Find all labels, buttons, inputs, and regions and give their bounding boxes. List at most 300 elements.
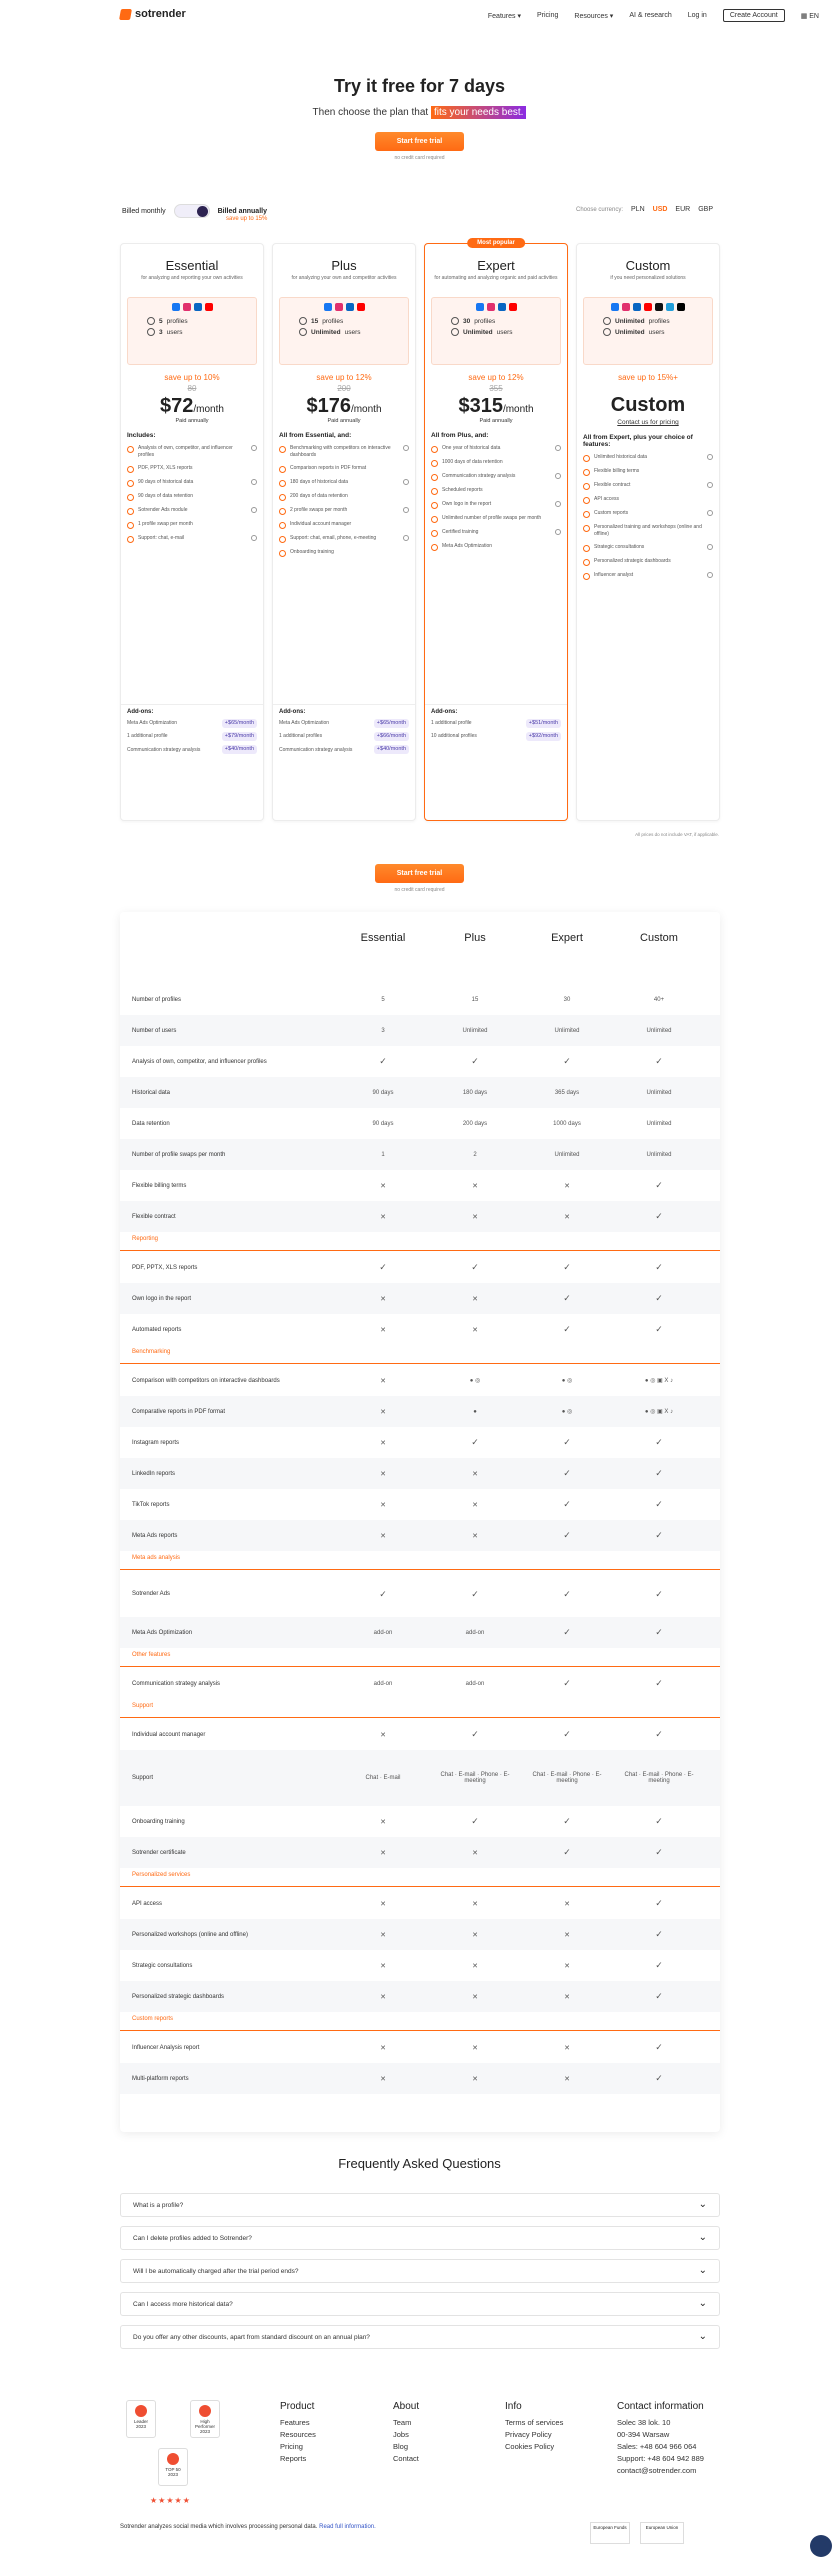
row-label: Individual account manager [132, 1731, 206, 1738]
users-limit [147, 328, 251, 336]
cell-value: Unlimited [646, 1151, 672, 1158]
cell-value: ● ◎ [561, 1409, 573, 1415]
privacy-link[interactable]: Read full information. [319, 2524, 376, 2530]
check-icon: ✓ [563, 1293, 571, 1303]
nav-pricing[interactable]: Pricing [536, 12, 559, 19]
currency-pln[interactable]: PLN [631, 206, 645, 213]
faq-item[interactable] [120, 2325, 720, 2349]
cross-icon: ✕ [380, 2075, 386, 2083]
billed-monthly-label[interactable]: Billed monthly [122, 207, 166, 215]
check-icon: ✓ [655, 2073, 663, 2083]
telegram-icon [666, 303, 674, 311]
plan-limits-box [583, 297, 713, 365]
row-label: TikTok reports [132, 1501, 170, 1508]
section-divider [120, 1666, 720, 1667]
feature-text: Comparison reports in PDF format [290, 464, 367, 471]
check-icon [279, 536, 286, 543]
facebook-icon [611, 303, 619, 311]
hero-subtitle: Then choose the plan that fits your needs best. [0, 107, 839, 118]
row-label: Communication strategy analysis [132, 1680, 221, 1687]
check-icon: ✓ [655, 1816, 663, 1826]
row-label: Own logo in the report [132, 1295, 192, 1302]
feature-text: Own logo in the report [442, 501, 492, 507]
check-icon [583, 497, 590, 504]
footer-link[interactable]: Blog [393, 2442, 409, 2451]
plan-description: for analyzing your own and competitor activities [291, 275, 397, 281]
cross-icon: ✕ [380, 1818, 386, 1826]
instagram-icon [335, 303, 343, 311]
feature-text: Influencer analyst [594, 571, 634, 578]
row-label: Comparison with competitors on interactive dashboards [132, 1377, 280, 1384]
comparison-header [120, 932, 720, 962]
col-essential: Essential [360, 932, 406, 944]
profiles-count: 5 [159, 317, 163, 325]
check-icon: ✓ [563, 1468, 571, 1478]
cell-value: 3 [381, 1027, 385, 1034]
row-label: Onboarding training [132, 1818, 185, 1825]
cross-icon: ✕ [380, 1532, 386, 1540]
row-label: Number of profiles [132, 996, 182, 1003]
plan-name: Essential [165, 258, 219, 273]
feature-item [127, 445, 257, 459]
cell-value: 90 days [372, 1089, 394, 1096]
cross-icon: ✕ [380, 1377, 386, 1385]
check-icon: ✓ [655, 1499, 663, 1509]
award-badges [126, 2400, 226, 2510]
feature-text: Onboarding training [290, 548, 334, 555]
g2-icon [199, 2405, 211, 2417]
plan-description: for analyzing and reporting your own activities [141, 275, 243, 281]
plan-description: for automating and analyzing organic and paid activities [434, 275, 558, 281]
currency-eur[interactable]: EUR [675, 206, 691, 213]
feature-item [431, 501, 561, 509]
plan-savings: save up to 10% [164, 373, 220, 382]
footer-link[interactable]: Resources [280, 2430, 316, 2439]
row-label: API access [132, 1900, 163, 1907]
table-row [120, 1108, 720, 1139]
info-icon[interactable] [707, 510, 713, 516]
users-count: Unlimited [463, 328, 493, 336]
cell-value: 2 [473, 1151, 477, 1158]
info-icon[interactable] [251, 507, 257, 513]
feature-item [279, 479, 409, 487]
cell-value: Chat · E-mail · Phone · E-meeting [532, 1772, 602, 1784]
cell-value: 30 [563, 996, 571, 1003]
plan-name: Plus [331, 258, 357, 273]
faq-item[interactable] [120, 2259, 720, 2283]
info-icon[interactable] [555, 529, 561, 535]
info-icon[interactable] [403, 479, 409, 485]
cross-icon: ✕ [380, 2044, 386, 2052]
check-icon [431, 530, 438, 537]
table-row [120, 1750, 720, 1806]
cross-icon: ✕ [472, 1849, 478, 1857]
feature-text: Sotrender Ads module [138, 506, 188, 513]
cell-value: Chat · E-mail · Phone · E-meeting [624, 1772, 694, 1784]
cross-icon: ✕ [472, 1532, 478, 1540]
check-icon [431, 446, 438, 453]
table-row [120, 2063, 720, 2094]
check-icon: ✓ [563, 1324, 571, 1334]
nav-resources[interactable]: Resources ▾ [574, 12, 614, 20]
section-divider [120, 1363, 720, 1364]
table-row [120, 1077, 720, 1108]
cell-value: ● ◎ ▣ X ♪ [644, 1378, 674, 1384]
instagram-icon [622, 303, 630, 311]
feature-item [431, 459, 561, 467]
check-icon [127, 494, 134, 501]
youtube-icon [357, 303, 365, 311]
chevron-down-icon: ⌄ [698, 2199, 707, 2210]
users-icon [299, 328, 307, 336]
currency-gbp[interactable]: GBP [698, 206, 713, 213]
check-icon: ✓ [655, 1627, 663, 1637]
cross-icon: ✕ [380, 1470, 386, 1478]
pricing-plans [120, 240, 720, 821]
check-icon: ✓ [471, 1262, 479, 1272]
addon-name: 1 additional profile [127, 733, 168, 740]
info-icon[interactable] [403, 445, 409, 451]
privacy-note: Sotrender analyzes social media which involves processing personal data. Read full information. [120, 2524, 376, 2530]
cross-icon: ✕ [380, 1993, 386, 2001]
old-price: 200 [337, 384, 351, 393]
addon-item [431, 719, 561, 728]
profiles-icon [603, 317, 611, 325]
info-icon[interactable] [251, 479, 257, 485]
cross-icon: ✕ [472, 1962, 478, 1970]
table-row [120, 1806, 720, 1837]
feature-item [127, 507, 257, 515]
footer-link[interactable]: Team [393, 2418, 412, 2427]
users-count: 3 [159, 328, 163, 336]
feature-text: Unlimited number of profile swaps per month [442, 515, 542, 521]
footer-link: 00-394 Warsaw [617, 2430, 670, 2439]
includes-title: All from Expert, plus your choice of features: [583, 434, 693, 448]
check-icon: ✓ [563, 1627, 571, 1637]
includes-title: Includes: [127, 432, 156, 439]
youtube-icon [644, 303, 652, 311]
addon-name: Communication strategy analysis [279, 746, 353, 753]
facebook-icon [324, 303, 332, 311]
rating-stars: ★★★★★ [150, 2496, 191, 2505]
feature-text: 1000 days of data retention [442, 459, 503, 465]
cross-icon: ✕ [564, 1900, 570, 1908]
profiles-icon [451, 317, 459, 325]
info-icon[interactable] [555, 445, 561, 451]
create-account-button[interactable]: Create Account [723, 9, 785, 22]
users-icon [603, 328, 611, 336]
table-row [120, 1283, 720, 1314]
cross-icon: ✕ [472, 1182, 478, 1190]
plan-savings: save up to 12% [468, 373, 524, 382]
billed-annually-label[interactable]: Billed annually [217, 207, 267, 215]
feature-item [431, 473, 561, 481]
feature-text: Communication strategy analysis [442, 473, 516, 479]
check-icon [583, 545, 590, 552]
check-icon [127, 466, 134, 473]
check-icon [583, 525, 590, 532]
addon-item [279, 732, 409, 741]
cross-icon: ✕ [472, 1931, 478, 1939]
addon-item [431, 732, 561, 741]
cell-value: add-on [465, 1680, 485, 1687]
check-icon: ✓ [655, 1180, 663, 1190]
cross-icon: ✕ [380, 1900, 386, 1908]
plan-card-plus [272, 243, 416, 821]
check-icon [127, 446, 134, 453]
row-label: Personalized strategic dashboards [132, 1993, 225, 2000]
footer-link[interactable]: Features [280, 2418, 310, 2427]
feature-item [279, 521, 409, 529]
feature-text: Analysis of own, competitor, and influencer profiles [138, 445, 233, 458]
row-label: Sotrender Ads [132, 1591, 171, 1597]
check-icon: ✓ [655, 1678, 663, 1688]
col-expert: Expert [551, 932, 583, 944]
footer-link[interactable]: Cookies Policy [505, 2442, 555, 2451]
cross-icon: ✕ [380, 1326, 386, 1334]
cell-value: Chat · E-mail [365, 1775, 401, 1781]
linkedin-icon [194, 303, 202, 311]
plan-card-expert [424, 240, 568, 821]
plan-limits-box [127, 297, 257, 365]
linkedin-icon [498, 303, 506, 311]
check-icon: ✓ [563, 1847, 571, 1857]
cell-value: Unlimited [646, 1089, 672, 1096]
cell-value: Unlimited [554, 1027, 580, 1034]
feature-text: 1 profile swap per month [138, 520, 193, 527]
nav-login[interactable]: Log in [687, 12, 707, 19]
faq-question: What is a profile? [133, 2201, 184, 2209]
cross-icon: ✕ [380, 1439, 386, 1447]
cross-icon: ✕ [564, 2075, 570, 2083]
feature-text: Support: chat, email, phone, e-meeting [290, 534, 377, 541]
section-title: Benchmarking [132, 1349, 171, 1355]
price-unit: /month [502, 404, 534, 415]
contact-pricing-link[interactable]: Contact us for pricing [617, 419, 679, 426]
feature-item [127, 535, 257, 543]
feature-item [127, 465, 257, 473]
addon-name: Communication strategy analysis [127, 746, 201, 753]
table-row [120, 1719, 720, 1750]
check-icon: ✓ [563, 1816, 571, 1826]
section-title: Reporting [132, 1236, 159, 1242]
addon-item [127, 732, 257, 741]
cell-value: Unlimited [646, 1027, 672, 1034]
feature-item [583, 454, 713, 462]
plan-savings: save up to 15%+ [618, 373, 678, 382]
row-label: Flexible contract [132, 1213, 176, 1220]
start-free-trial-button[interactable]: Start free trial [375, 132, 465, 151]
section-title: Other features [132, 1652, 171, 1658]
feature-item [583, 510, 713, 518]
users-limit [603, 328, 707, 336]
plan-description: if you need personalized solutions [610, 275, 686, 281]
profiles-label: profiles [648, 317, 670, 325]
profiles-count: 15 [311, 317, 319, 325]
faq-question: Can I access more historical data? [133, 2300, 233, 2308]
addon-price: +$65/month [374, 719, 409, 728]
top50-badge: TOP 50 2023 [158, 2448, 188, 2486]
info-icon[interactable] [251, 535, 257, 541]
nav-features[interactable]: Features ▾ [487, 12, 521, 20]
plan-price [583, 394, 713, 417]
addon-price: +$65/month [222, 719, 257, 728]
comparison-table [120, 912, 720, 2132]
users-label: users [496, 328, 513, 336]
logo[interactable]: sotrender [120, 8, 186, 20]
feature-item [127, 493, 257, 501]
info-icon[interactable] [251, 445, 257, 451]
feature-text: API access [594, 496, 620, 502]
section-title: Personalized services [132, 1872, 191, 1878]
info-icon[interactable] [707, 572, 713, 578]
row-label: Meta Ads reports [132, 1532, 178, 1539]
footer-link[interactable]: Contact [393, 2454, 419, 2463]
info-icon[interactable] [403, 535, 409, 541]
col-custom: Custom [640, 932, 678, 944]
profiles-icon [147, 317, 155, 325]
faq-question: Will I be automatically charged after the trial period ends? [133, 2267, 299, 2275]
faq-item[interactable] [120, 2292, 720, 2316]
feature-item [583, 524, 713, 538]
check-icon: ✓ [471, 1588, 479, 1599]
feature-text: Individual account manager [290, 520, 352, 527]
profiles-count: 30 [463, 317, 471, 325]
row-label: LinkedIn reports [132, 1470, 176, 1477]
table-row [120, 984, 720, 1015]
row-label: Analysis of own, competitor, and influencer profiles [132, 1058, 267, 1065]
plan-card-essential [120, 243, 264, 821]
feature-item [279, 507, 409, 515]
g2-icon [167, 2453, 179, 2465]
currency-label: Choose currency: [575, 206, 624, 213]
info-icon[interactable] [403, 507, 409, 513]
cell-value: ● ◎ [469, 1378, 481, 1384]
cell-value: add-on [373, 1680, 393, 1687]
table-row [120, 1919, 720, 1950]
info-icon[interactable] [707, 482, 713, 488]
cross-icon: ✕ [380, 1213, 386, 1221]
addons-title: Add-ons: [279, 709, 306, 715]
start-free-trial-button-2[interactable]: Start free trial [375, 864, 465, 883]
cross-icon: ✕ [472, 1213, 478, 1221]
check-icon: ✓ [655, 2042, 663, 2052]
check-icon: ✓ [655, 1960, 663, 1970]
faq-item[interactable] [120, 2226, 720, 2250]
footer-col-title: Product [280, 2401, 315, 2412]
row-label: PDF, PPTX, XLS reports [132, 1264, 198, 1271]
chat-widget-button[interactable] [810, 2535, 832, 2557]
row-label: Number of profile swaps per month [132, 1151, 226, 1158]
youtube-icon [205, 303, 213, 311]
addon-item [279, 745, 409, 754]
addon-price: +$92/month [526, 732, 561, 741]
footer-link[interactable]: Pricing [280, 2442, 303, 2451]
currency-usd[interactable]: USD [652, 206, 668, 213]
row-label: Historical data [132, 1089, 171, 1096]
check-icon: ✓ [563, 1588, 571, 1599]
info-icon[interactable] [555, 473, 561, 479]
cross-icon: ✕ [380, 1731, 386, 1739]
check-icon: ✓ [655, 1847, 663, 1857]
cross-icon: ✕ [564, 1931, 570, 1939]
cross-icon: ✕ [472, 1326, 478, 1334]
section-title: Custom reports [132, 2016, 174, 2022]
feature-item [279, 465, 409, 473]
feature-item [431, 543, 561, 551]
faq-item[interactable] [120, 2193, 720, 2217]
footer-link[interactable]: Privacy Policy [505, 2430, 552, 2439]
cell-value: 200 days [462, 1120, 488, 1127]
cross-icon: ✕ [380, 1931, 386, 1939]
g2-leader-badge: Leader 2023 [126, 2400, 156, 2438]
users-icon [147, 328, 155, 336]
feature-item [431, 515, 561, 523]
info-icon[interactable] [707, 544, 713, 550]
logo-icon [119, 9, 132, 20]
addon-name: 10 additional profiles [431, 733, 477, 740]
billing-toggle[interactable] [174, 204, 210, 218]
nav-links [488, 9, 819, 22]
check-icon: ✓ [655, 1588, 663, 1599]
cell-value: 90 days [372, 1120, 394, 1127]
nav-ai-research[interactable]: AI & research [629, 12, 672, 19]
feature-text: Custom reports [594, 510, 629, 516]
feature-text: Unlimited historical data [594, 454, 648, 460]
addon-name: Meta Ads Optimization [279, 720, 330, 727]
check-icon [431, 474, 438, 481]
col-plus: Plus [464, 932, 486, 944]
check-icon [431, 516, 438, 523]
language-switch[interactable]: ▦ EN [800, 12, 819, 20]
faq-title: Frequently Asked Questions [338, 2156, 501, 2171]
users-icon [451, 328, 459, 336]
info-icon[interactable] [555, 501, 561, 507]
faq-question: Can I delete profiles added to Sotrender? [133, 2234, 252, 2242]
cross-icon: ✕ [380, 1501, 386, 1509]
row-label: Meta Ads Optimization [132, 1629, 193, 1636]
footer-link[interactable]: Terms of services [505, 2418, 564, 2427]
cell-value: 1 [381, 1151, 385, 1158]
cross-icon: ✕ [564, 1182, 570, 1190]
social-icons [285, 303, 403, 311]
cell-value: 180 days [462, 1089, 488, 1096]
footer-link[interactable]: Jobs [393, 2430, 409, 2439]
footer-link[interactable]: Reports [280, 2454, 307, 2463]
cell-value: Unlimited [462, 1027, 488, 1034]
plan-price [127, 395, 257, 418]
table-row [120, 2032, 720, 2063]
section-divider [120, 1250, 720, 1251]
users-label: users [344, 328, 361, 336]
feature-text: 2 profile swaps per month [290, 506, 348, 513]
feature-text: 180 days of historical data [290, 478, 349, 485]
info-icon[interactable] [707, 454, 713, 460]
price-unit: /month [193, 404, 224, 415]
check-icon [279, 508, 286, 515]
plan-limits-box [431, 297, 561, 365]
check-icon: ✓ [655, 1468, 663, 1478]
cell-value: add-on [373, 1629, 393, 1636]
feature-item [127, 479, 257, 487]
feature-text: Meta Ads Optimization [442, 543, 493, 549]
check-icon [279, 550, 286, 557]
cross-icon: ✕ [380, 1295, 386, 1303]
faq-question: Do you offer any other discounts, apart from standard discount on an annual plan? [133, 2333, 370, 2341]
feature-text: 90 days of historical data [138, 478, 194, 485]
footer-col-info [505, 2399, 563, 2453]
check-icon [583, 559, 590, 566]
